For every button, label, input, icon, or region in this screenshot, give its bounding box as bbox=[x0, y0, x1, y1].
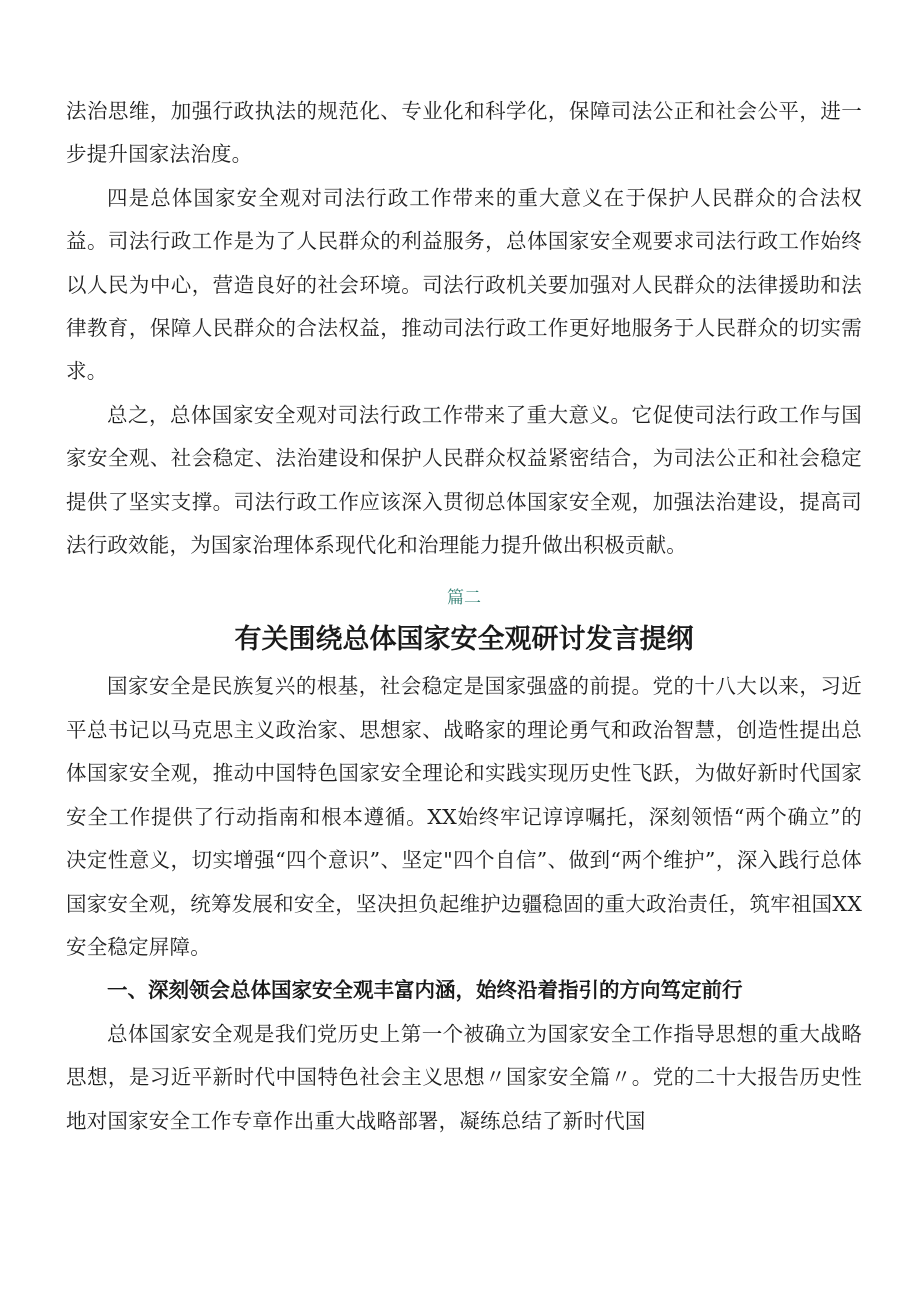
paragraph-intro: 国家安全是民族复兴的根基，社会稳定是国家强盛的前提。党的十八大以来，习近平总书记以马克思主义政治家、思想家、战略家的理论勇气和政治智慧，创造性提出总体国家安全观，推动中国特色国家安全理论和实践实现历史性飞跃，为做好新时代国家安全工作提供了行动指南和根本遵循。XX始终牢记谆谆嘱托，深刻领悟“两个确立”的决定性意义，切实增强“四个意识”、坚定"四个自信”、做到“两个维护”，深入践行总体国家安全观，统筹发展和安全，坚决担负起维护边疆稳固的重大政治责任，筑牢祖国XX安全稳定屏障。 bbox=[66, 674, 862, 959]
paragraph-after-heading: 总体国家安全观是我们党历史上第一个被确立为国家安全工作指导思想的重大战略思想，是习近平新时代中国特色社会主义思想〃国家安全篇〃。党的二十大报告历史性地对国家安全工作专章作出重大战略部署，凝练总结了新时代国 bbox=[66, 1021, 862, 1133]
section-heading-1: 一、深刻领会总体国家安全观丰富内涵，始终沿着指引的方向笃定前行 bbox=[107, 978, 743, 1003]
document-page bbox=[66, 90, 862, 1143]
document-title: 有关围绕总体国家安全观研讨发言提纲 bbox=[234, 624, 694, 656]
section-tag: 篇二 bbox=[447, 588, 481, 609]
paragraph-rule-of-law-thinking: 法治思维，加强行政执法的规范化、专业化和科学化，保障司法公正和社会公平，进一步提升国家法治度。 bbox=[66, 99, 862, 167]
paragraph-conclusion: 总之，总体国家安全观对司法行政工作带来了重大意义。它促使司法行政工作与国家安全观、社会稳定、法治建设和保护人民群众权益紧密结合，为司法公正和社会稳定提供了坚实支撑。司法行政工作应该深入贯彻总体国家安全观，加强法治建设，提高司法行政效能，为国家治理体系现代化和治理能力提升做出积极贡献。 bbox=[66, 402, 862, 558]
paragraph-point-four: 四是总体国家安全观对司法行政工作带来的重大意义在于保护人民群众的合法权益。司法行政工作是为了人民群众的利益服务，总体国家安全观要求司法行政工作始终以人民为中心，营造良好的社会环境。司法行政机关要加强对人民群众的法律援助和法律教育，保障人民群众的合法权益，推动司法行政工作更好地服务于人民群众的切实需求。 bbox=[66, 185, 862, 384]
